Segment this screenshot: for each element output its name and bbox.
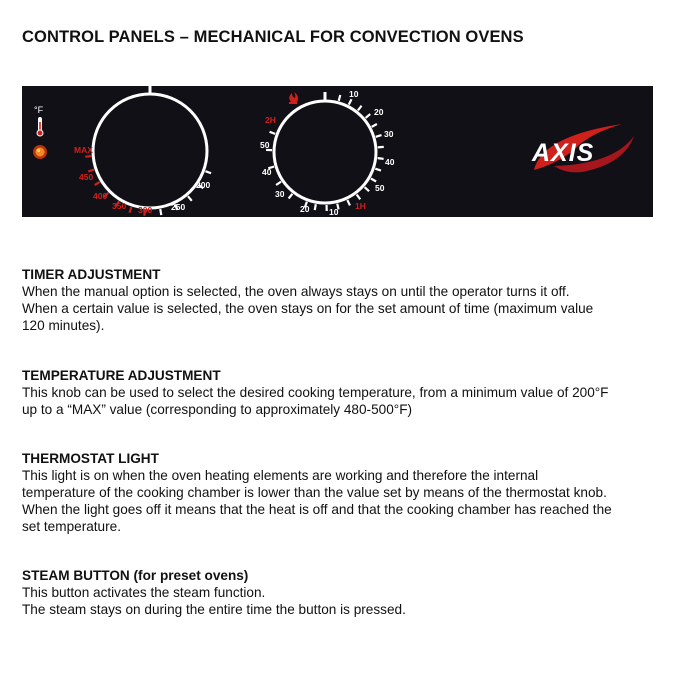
dial-tick: [372, 124, 377, 127]
brand-wordmark: AXIS: [532, 139, 595, 167]
section-line: When the light goes off it means that the heat is off and that the cooking chamber has reached the: [22, 502, 612, 517]
dial-tick: [276, 182, 281, 185]
thermometer-icon: [37, 117, 43, 136]
temp-label-450: 450: [79, 172, 94, 182]
steam-button-section: [22, 567, 662, 618]
timer-adjustment-section: [22, 266, 662, 334]
timer-label-50-left: 50: [260, 140, 270, 150]
temp-label-400: 400: [93, 191, 108, 201]
control-panel-graphic: [22, 86, 653, 217]
section-line: This button activates the steam function.: [22, 585, 266, 600]
section-line: temperature of the cooking chamber is lower than the value set by means of the thermostat knob.: [22, 485, 607, 500]
section-line: set temperature.: [22, 519, 121, 534]
temperature-knob[interactable]: [74, 86, 211, 216]
dial-tick: [349, 99, 352, 104]
dial-tick: [347, 200, 350, 205]
dial-tick: [188, 196, 192, 201]
steam-flame-icon: [289, 92, 298, 104]
dial-tick: [315, 204, 316, 210]
temp-label-max: MAX: [74, 145, 93, 155]
section-line: When the manual option is selected, the oven always stays on until the operator turns it off.: [22, 284, 570, 299]
section-line: The steam stays on during the entire time the button is pressed.: [22, 602, 406, 617]
timer-label-40-right: 40: [385, 157, 395, 167]
dial-tick: [130, 207, 132, 213]
timer-label-30-right: 30: [384, 129, 394, 139]
timer-label-30-left: 30: [275, 189, 285, 199]
timer-label-10-right: 10: [349, 89, 359, 99]
dial-tick: [358, 106, 362, 111]
section-line: This knob can be used to select the desired cooking temperature, from a minimum value of 200°F: [22, 385, 609, 400]
dial-tick: [95, 182, 100, 185]
section-line: When a certain value is selected, the oven stays on for the set amount of time (maximum value: [22, 301, 594, 316]
dial-tick: [378, 147, 384, 148]
temp-unit-label: °F: [34, 105, 44, 115]
dial-tick: [85, 156, 91, 157]
section-line: 120 minutes).: [22, 318, 105, 333]
dial-tick: [357, 195, 361, 200]
temp-label-300: 300: [138, 205, 153, 215]
section-line: This light is on when the oven heating elements are working and therefore the internal: [22, 468, 539, 483]
temperature-adjustment-section: [22, 367, 662, 418]
dial-tick: [375, 169, 381, 171]
dial-tick: [270, 132, 276, 134]
dial-tick: [365, 187, 369, 191]
section-heading: TIMER ADJUSTMENT: [22, 267, 161, 282]
timer-label-20-right: 20: [374, 107, 384, 117]
timer-label-2h: 2H: [265, 115, 276, 125]
dial-tick: [289, 194, 293, 199]
section-heading: STEAM BUTTON (for preset ovens): [22, 568, 249, 583]
timer-knob[interactable]: [260, 89, 395, 217]
timer-label-40-left: 40: [262, 167, 272, 177]
timer-label-20-bottom: 20: [300, 204, 310, 214]
dial-tick: [366, 114, 371, 118]
dial-tick: [339, 95, 341, 101]
page-title: CONTROL PANELS – MECHANICAL FOR CONVECTION OVENS: [22, 28, 524, 46]
section-line: up to a “MAX” value (corresponding to approximately 480-500°F): [22, 402, 413, 417]
timer-label-1h: 1H: [355, 201, 366, 211]
control-panel: [22, 86, 653, 217]
dial-tick: [371, 179, 376, 182]
temp-label-250: 250: [171, 202, 186, 212]
section-heading: THERMOSTAT LIGHT: [22, 451, 159, 466]
section-heading: TEMPERATURE ADJUSTMENT: [22, 368, 221, 383]
dial-tick: [160, 209, 161, 215]
dial-tick: [378, 158, 384, 159]
timer-label-10-bottom: 10: [329, 207, 339, 217]
timer-label-50-right: 50: [375, 183, 385, 193]
dial-tick: [205, 171, 211, 173]
thermostat-light-section: [22, 450, 662, 535]
temp-label-350: 350: [112, 201, 127, 211]
dial-tick: [376, 135, 382, 137]
axis-logo: [531, 124, 634, 172]
temp-label-200: 200: [196, 180, 211, 190]
thermostat-light: [33, 145, 47, 159]
